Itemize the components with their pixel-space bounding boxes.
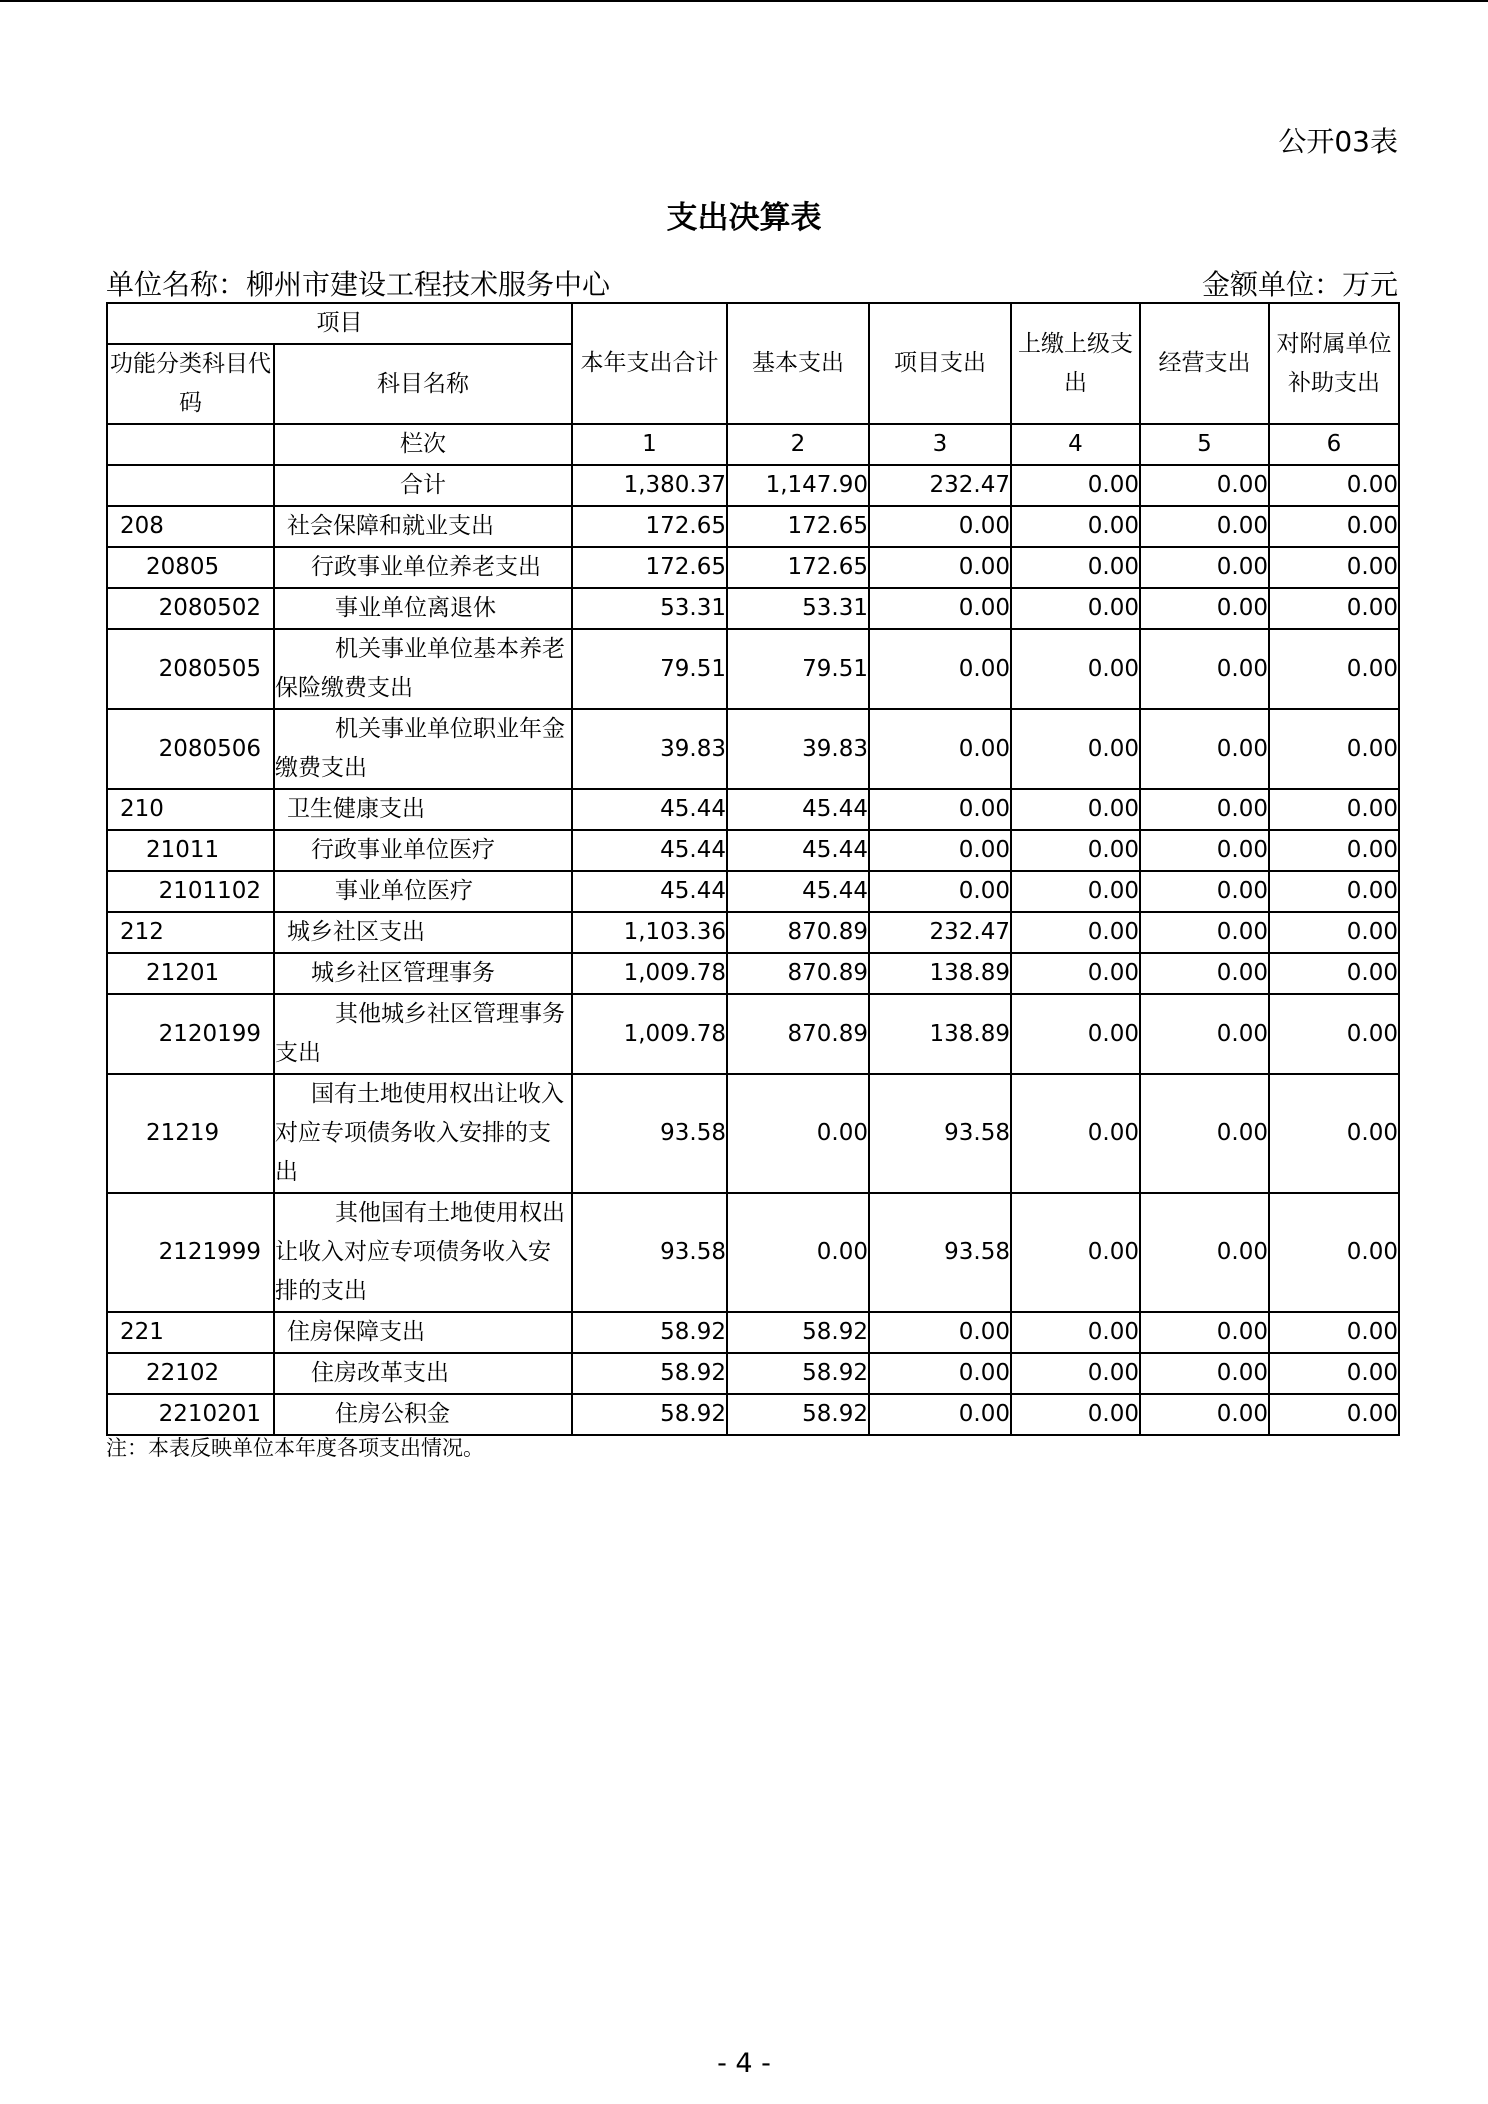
row-subsidiary: 0.00 — [1269, 953, 1399, 994]
table-row — [107, 871, 1399, 912]
row-total: 39.83 — [572, 709, 727, 789]
row-total: 53.31 — [572, 588, 727, 629]
row-project: 0.00 — [869, 1394, 1011, 1435]
amount-unit: 金额单位：万元 — [1201, 268, 1398, 301]
column-index-label: 栏次 — [274, 424, 572, 465]
row-project: 93.58 — [869, 1193, 1011, 1312]
row-project: 0.00 — [869, 629, 1011, 709]
column-index-2: 2 — [727, 424, 869, 465]
header-basic: 基本支出 — [727, 303, 869, 424]
row-project: 0.00 — [869, 1353, 1011, 1394]
row-upper: 0.00 — [1011, 1193, 1140, 1312]
row-name: 城乡社区支出 — [274, 912, 572, 953]
page-title: 支出决算表 — [666, 200, 822, 236]
row-total: 1,009.78 — [572, 953, 727, 994]
column-index-6: 6 — [1269, 424, 1399, 465]
row-basic: 172.65 — [727, 547, 869, 588]
row-business: 0.00 — [1140, 912, 1269, 953]
row-upper: 0.00 — [1011, 506, 1140, 547]
row-subsidiary: 0.00 — [1269, 1193, 1399, 1312]
row-basic: 870.89 — [727, 912, 869, 953]
row-name: 住房保障支出 — [274, 1312, 572, 1353]
table-note: 注：本表反映单位本年度各项支出情况。 — [106, 1436, 484, 1460]
table-row — [107, 629, 1399, 709]
row-business: 0.00 — [1140, 994, 1269, 1074]
row-business: 0.00 — [1140, 830, 1269, 871]
row-name: 事业单位离退休 — [274, 588, 572, 629]
row-project: 0.00 — [869, 547, 1011, 588]
row-name: 住房公积金 — [274, 1394, 572, 1435]
row-total: 93.58 — [572, 1074, 727, 1193]
row-name: 国有土地使用权出让收入对应专项债务收入安排的支出 — [274, 1074, 572, 1193]
row-project: 138.89 — [869, 953, 1011, 994]
table-row — [107, 789, 1399, 830]
row-business: 0.00 — [1140, 1394, 1269, 1435]
table-row — [107, 830, 1399, 871]
row-basic: 1,147.90 — [727, 465, 869, 506]
row-upper: 0.00 — [1011, 994, 1140, 1074]
header-func-code: 功能分类科目代码 — [107, 344, 274, 424]
row-code: 2120199 — [107, 994, 274, 1074]
row-subsidiary: 0.00 — [1269, 506, 1399, 547]
row-name: 城乡社区管理事务 — [274, 953, 572, 994]
row-business: 0.00 — [1140, 789, 1269, 830]
table-row — [107, 1193, 1399, 1312]
row-project: 0.00 — [869, 871, 1011, 912]
row-business: 0.00 — [1140, 709, 1269, 789]
row-upper: 0.00 — [1011, 1312, 1140, 1353]
row-upper: 0.00 — [1011, 912, 1140, 953]
row-code: 221 — [107, 1312, 274, 1353]
row-basic: 39.83 — [727, 709, 869, 789]
header-project-expense: 项目支出 — [869, 303, 1011, 424]
row-name: 行政事业单位养老支出 — [274, 547, 572, 588]
expenditure-table — [106, 302, 1400, 1436]
header-subsidiary: 对附属单位补助支出 — [1269, 303, 1399, 424]
row-name: 其他国有土地使用权出让收入对应专项债务收入安排的支出 — [274, 1193, 572, 1312]
row-project: 0.00 — [869, 709, 1011, 789]
row-name: 卫生健康支出 — [274, 789, 572, 830]
row-subsidiary: 0.00 — [1269, 709, 1399, 789]
row-code — [107, 465, 274, 506]
row-upper: 0.00 — [1011, 588, 1140, 629]
table-code-label: 公开03表 — [1278, 125, 1398, 158]
header-project: 项目 — [107, 303, 572, 344]
row-subsidiary: 0.00 — [1269, 1312, 1399, 1353]
column-index-5: 5 — [1140, 424, 1269, 465]
row-total: 1,009.78 — [572, 994, 727, 1074]
row-subsidiary: 0.00 — [1269, 789, 1399, 830]
row-business: 0.00 — [1140, 1074, 1269, 1193]
row-code: 2101102 — [107, 871, 274, 912]
row-upper: 0.00 — [1011, 830, 1140, 871]
row-code: 2080506 — [107, 709, 274, 789]
column-index-1: 1 — [572, 424, 727, 465]
table-row — [107, 1394, 1399, 1435]
row-upper: 0.00 — [1011, 1074, 1140, 1193]
row-code: 2121999 — [107, 1193, 274, 1312]
row-code: 21201 — [107, 953, 274, 994]
column-index-blank — [107, 424, 274, 465]
table-row — [107, 506, 1399, 547]
row-subsidiary: 0.00 — [1269, 871, 1399, 912]
row-basic: 58.92 — [727, 1394, 869, 1435]
row-project: 0.00 — [869, 1312, 1011, 1353]
row-business: 0.00 — [1140, 871, 1269, 912]
row-name: 社会保障和就业支出 — [274, 506, 572, 547]
row-total: 58.92 — [572, 1394, 727, 1435]
row-subsidiary: 0.00 — [1269, 1394, 1399, 1435]
row-business: 0.00 — [1140, 953, 1269, 994]
row-basic: 45.44 — [727, 789, 869, 830]
row-business: 0.00 — [1140, 1353, 1269, 1394]
row-name: 行政事业单位医疗 — [274, 830, 572, 871]
row-business: 0.00 — [1140, 1193, 1269, 1312]
row-upper: 0.00 — [1011, 871, 1140, 912]
table-row — [107, 1353, 1399, 1394]
row-total: 172.65 — [572, 506, 727, 547]
row-business: 0.00 — [1140, 506, 1269, 547]
table-row — [107, 465, 1399, 506]
row-upper: 0.00 — [1011, 789, 1140, 830]
table-row — [107, 1312, 1399, 1353]
row-basic: 45.44 — [727, 830, 869, 871]
row-subsidiary: 0.00 — [1269, 1353, 1399, 1394]
row-basic: 0.00 — [727, 1074, 869, 1193]
table-row — [107, 1074, 1399, 1193]
row-total: 172.65 — [572, 547, 727, 588]
row-code: 22102 — [107, 1353, 274, 1394]
row-upper: 0.00 — [1011, 709, 1140, 789]
page-number: - 4 - — [717, 2048, 771, 2079]
row-project: 232.47 — [869, 465, 1011, 506]
row-subsidiary: 0.00 — [1269, 547, 1399, 588]
row-basic: 58.92 — [727, 1353, 869, 1394]
row-code: 210 — [107, 789, 274, 830]
row-name: 事业单位医疗 — [274, 871, 572, 912]
row-project: 0.00 — [869, 830, 1011, 871]
row-total: 45.44 — [572, 830, 727, 871]
row-total: 45.44 — [572, 871, 727, 912]
row-project: 138.89 — [869, 994, 1011, 1074]
row-project: 0.00 — [869, 506, 1011, 547]
table-row — [107, 547, 1399, 588]
top-border — [0, 0, 1488, 2]
row-basic: 45.44 — [727, 871, 869, 912]
row-project: 0.00 — [869, 789, 1011, 830]
row-subsidiary: 0.00 — [1269, 830, 1399, 871]
row-code: 2210201 — [107, 1394, 274, 1435]
row-business: 0.00 — [1140, 465, 1269, 506]
header-total: 本年支出合计 — [572, 303, 727, 424]
row-total: 58.92 — [572, 1353, 727, 1394]
row-upper: 0.00 — [1011, 547, 1140, 588]
row-project: 0.00 — [869, 588, 1011, 629]
table-row — [107, 912, 1399, 953]
row-subsidiary: 0.00 — [1269, 465, 1399, 506]
row-total: 1,380.37 — [572, 465, 727, 506]
unit-name: 单位名称：柳州市建设工程技术服务中心 — [106, 268, 611, 301]
row-subsidiary: 0.00 — [1269, 629, 1399, 709]
header-business: 经营支出 — [1140, 303, 1269, 424]
row-total: 79.51 — [572, 629, 727, 709]
row-basic: 58.92 — [727, 1312, 869, 1353]
row-business: 0.00 — [1140, 1312, 1269, 1353]
row-total: 58.92 — [572, 1312, 727, 1353]
header-upper: 上缴上级支出 — [1011, 303, 1140, 424]
table-row — [107, 953, 1399, 994]
row-code: 21219 — [107, 1074, 274, 1193]
row-upper: 0.00 — [1011, 1394, 1140, 1435]
row-basic: 53.31 — [727, 588, 869, 629]
row-upper: 0.00 — [1011, 629, 1140, 709]
row-code: 2080502 — [107, 588, 274, 629]
row-business: 0.00 — [1140, 588, 1269, 629]
row-code: 21011 — [107, 830, 274, 871]
row-subsidiary: 0.00 — [1269, 588, 1399, 629]
row-name: 住房改革支出 — [274, 1353, 572, 1394]
row-total: 45.44 — [572, 789, 727, 830]
row-total: 93.58 — [572, 1193, 727, 1312]
row-basic: 0.00 — [727, 1193, 869, 1312]
row-basic: 870.89 — [727, 953, 869, 994]
header-subject-name: 科目名称 — [274, 344, 572, 424]
row-name: 机关事业单位职业年金缴费支出 — [274, 709, 572, 789]
row-business: 0.00 — [1140, 547, 1269, 588]
row-name: 合计 — [274, 465, 572, 506]
row-basic: 870.89 — [727, 994, 869, 1074]
row-basic: 172.65 — [727, 506, 869, 547]
row-upper: 0.00 — [1011, 1353, 1140, 1394]
row-total: 1,103.36 — [572, 912, 727, 953]
row-name: 其他城乡社区管理事务支出 — [274, 994, 572, 1074]
row-upper: 0.00 — [1011, 465, 1140, 506]
row-subsidiary: 0.00 — [1269, 994, 1399, 1074]
table-row — [107, 994, 1399, 1074]
row-code: 212 — [107, 912, 274, 953]
column-index-4: 4 — [1011, 424, 1140, 465]
row-subsidiary: 0.00 — [1269, 1074, 1399, 1193]
row-basic: 79.51 — [727, 629, 869, 709]
row-code: 208 — [107, 506, 274, 547]
row-code: 20805 — [107, 547, 274, 588]
column-index-3: 3 — [869, 424, 1011, 465]
row-subsidiary: 0.00 — [1269, 912, 1399, 953]
row-project: 232.47 — [869, 912, 1011, 953]
table-row — [107, 588, 1399, 629]
row-name: 机关事业单位基本养老保险缴费支出 — [274, 629, 572, 709]
row-business: 0.00 — [1140, 629, 1269, 709]
row-code: 2080505 — [107, 629, 274, 709]
row-project: 93.58 — [869, 1074, 1011, 1193]
table-row — [107, 709, 1399, 789]
row-upper: 0.00 — [1011, 953, 1140, 994]
